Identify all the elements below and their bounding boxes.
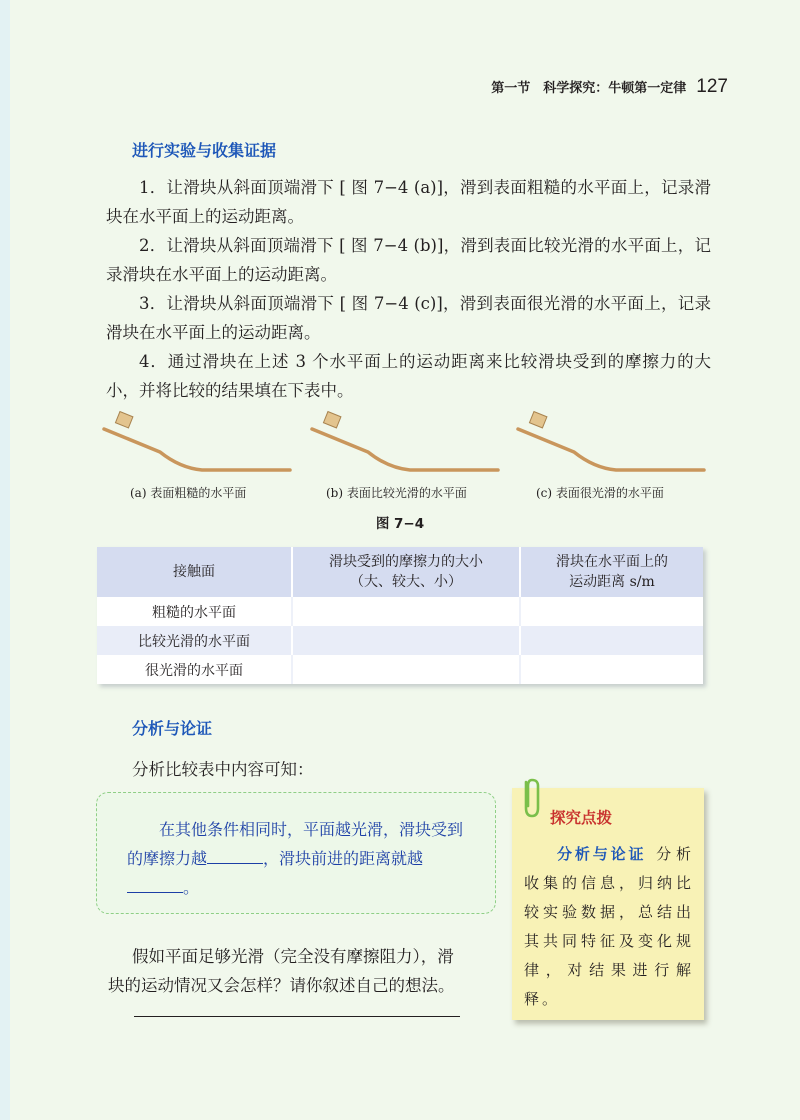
figure-a [100, 410, 300, 510]
table-header-row [97, 547, 703, 597]
header-friction-line2: （大、较大、小） [350, 574, 462, 590]
table-row [97, 655, 703, 684]
section-title: 第一节 科学探究：牛顿第一定律 [491, 81, 687, 96]
slider-block-c [529, 412, 546, 428]
header-surface: 接触面 [97, 547, 292, 597]
analysis-intro: 分析比较表中内容可知： [132, 760, 314, 779]
figure-c [514, 410, 714, 510]
caption-b: (b) 表面比较光滑的水平面 [326, 486, 467, 500]
ramp-c-illustration [514, 410, 714, 480]
answer-line[interactable] [134, 1016, 460, 1017]
ramp-a-illustration [100, 410, 300, 480]
tip-keyword: 分析与论证 [557, 845, 647, 863]
page-header [491, 76, 728, 100]
distance-cell-smooth [520, 655, 703, 684]
friction-cell-smooth [292, 655, 520, 684]
tip-text: 分析收集的信息，归纳比较实验数据，总结出其共同特征及变化规律，对结果进行解释。 [524, 845, 694, 1008]
header-distance [520, 547, 703, 597]
paperclip-icon [518, 776, 542, 822]
figure-7-4 [100, 410, 720, 510]
inquiry-tip-card [512, 788, 704, 1020]
header-friction-line1: 滑块受到的摩擦力的大小 [329, 554, 483, 570]
distance-blank[interactable] [127, 878, 183, 893]
header-friction [292, 547, 520, 597]
analysis-heading: 分析与论证 [132, 719, 213, 738]
conclusion-box [96, 792, 496, 914]
tip-title: 探究点拨 [550, 809, 613, 827]
figure-title: 图 7−4 [375, 516, 425, 532]
step-3: 3．让滑块从斜面顶端滑下 [ 图 7−4 (c)]，滑到表面很光滑的水平面上，记录滑块在水平面上的运动距离。 [106, 294, 711, 342]
row-label-rough: 粗糙的水平面 [97, 597, 292, 626]
header-distance-line1: 滑块在水平面上的 [556, 554, 668, 570]
question-line2: 块的运动情况又会怎样？请你叙述自己的想法。 [108, 976, 455, 995]
step-1: 1．让滑块从斜面顶端滑下 [ 图 7−4 (a)]，滑到表面粗糙的水平面上，记录滑块在水平面上的运动距离。 [106, 178, 711, 226]
conclusion-part2: ，滑块前进的距离就越 [263, 849, 424, 868]
row-label-smoother: 比较光滑的水平面 [97, 626, 292, 655]
question-line1: 假如平面足够光滑（完全没有摩擦阻力），滑 [132, 947, 454, 966]
figure-b [308, 410, 508, 510]
caption-c: (c) 表面很光滑的水平面 [536, 486, 664, 500]
friction-cell-rough [292, 597, 520, 626]
slider-block-b [323, 412, 340, 428]
caption-a: (a) 表面粗糙的水平面 [130, 486, 247, 500]
experiment-heading: 进行实验与收集证据 [132, 141, 277, 160]
step-2: 2．让滑块从斜面顶端滑下 [ 图 7−4 (b)]，滑到表面比较光滑的水平面上，记录滑块在水平面上的运动距离。 [106, 236, 711, 284]
experiment-steps [106, 173, 711, 405]
friction-blank[interactable] [207, 849, 263, 864]
ramp-b-illustration [308, 410, 508, 480]
step-4: 4．通过滑块在上述 3 个水平面上的运动距离来比较滑块受到的摩擦力的大小，并将比较的结果填在下表中。 [106, 352, 711, 400]
table-row [97, 626, 703, 655]
conclusion-part1: 在其他条件相同时，平面越光滑，滑块受到的摩擦力越 [127, 820, 464, 868]
tip-body [524, 840, 694, 1014]
distance-cell-rough [520, 597, 703, 626]
distance-cell-smoother [520, 626, 703, 655]
page-number: 127 [696, 76, 728, 97]
thought-question [108, 942, 494, 1000]
friction-table [97, 547, 703, 684]
row-label-smooth: 很光滑的水平面 [97, 655, 292, 684]
slider-block-a [115, 412, 132, 428]
conclusion-text [127, 815, 477, 902]
page-edge-strip [0, 0, 10, 1120]
header-distance-line2: 运动距离 s/m [569, 574, 655, 590]
friction-cell-smoother [292, 626, 520, 655]
table-row [97, 597, 703, 626]
conclusion-part3: 。 [183, 878, 200, 897]
